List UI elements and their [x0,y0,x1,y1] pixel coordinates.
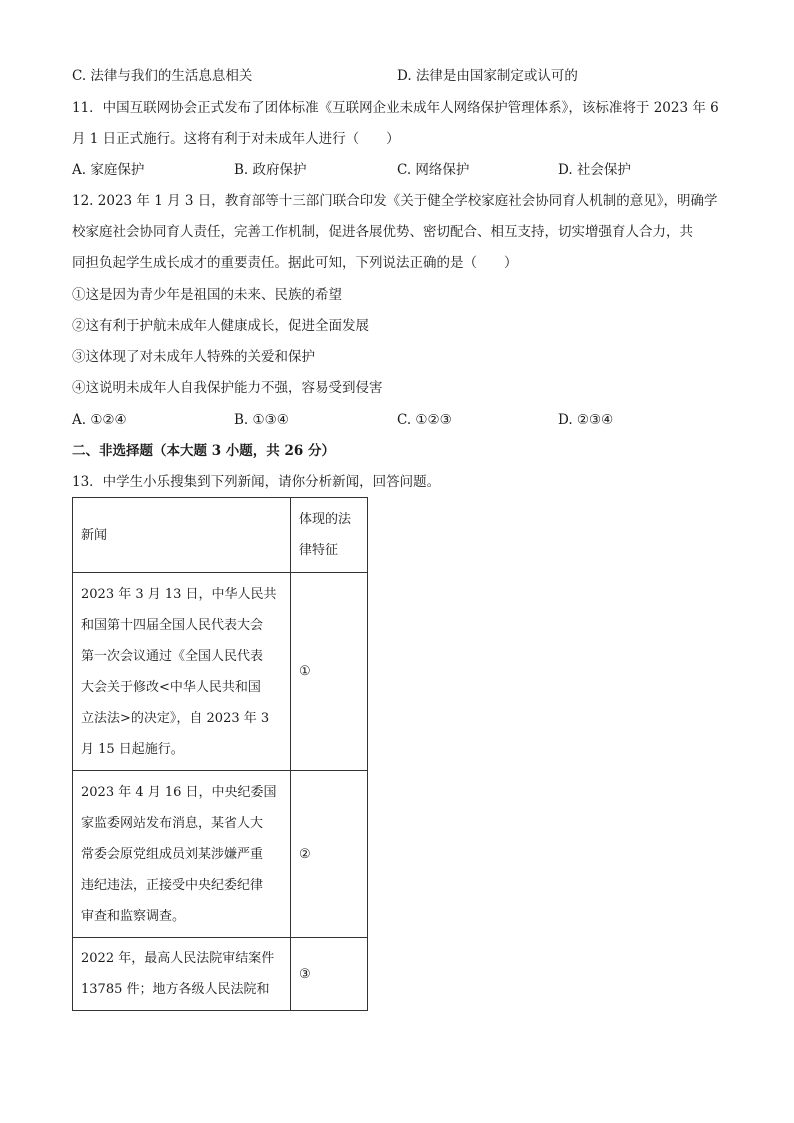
table-row [73,771,368,938]
q12-option-a[interactable]: A. ①②④ [72,412,127,428]
news-cell-1: 2023 年 3 月 13 日，中华人民共 和国第十四届全国人民代表大会 第一次会议通过《全国人民代表 大会关于修改<中华人民共和国 立法法>的决定》，自 2023 年 3 月 15 日起施行。 [73,573,291,771]
q11-option-d[interactable]: D. 社会保护 [558,162,631,178]
q11-option-b[interactable]: B. 政府保护 [234,162,307,178]
news-cell-3: 2022 年，最高人民法院审结案件 13785 件；地方各级人民法院和 [73,938,291,1011]
q12-option-b[interactable]: B. ①③④ [234,412,289,428]
q11-option-a[interactable]: A. 家庭保护 [72,162,145,178]
news-cell-2: 2023 年 4 月 16 日，中央纪委国 家监委网站发布消息，某省人大 常委会原党组成员刘某涉嫌严重 违纪违法，正接受中央纪委纪律 审查和监察调查。 [73,771,291,938]
news-table [72,497,368,1011]
header-legal-feature: 体现的法 律特征 [291,498,368,573]
table-row [73,938,368,1011]
q12-statement-4: ④这说明未成年人自我保护能力不强，容易受到侵害 [72,380,383,396]
q10-option-d[interactable]: D. 法律是由国家制定或认可的 [397,68,578,84]
q12-option-d[interactable]: D. ②③④ [558,412,614,428]
section-heading: 二、非选择题（本大题 3 小题，共 26 分） [72,443,335,459]
feature-cell-2[interactable]: ② [291,771,368,938]
table-header-row [73,498,368,573]
header-news: 新闻 [73,498,291,573]
q11-stem-line2: 月 1 日正式施行。这将有利于对未成年人进行（ ） [72,131,400,147]
feature-cell-1[interactable]: ① [291,573,368,771]
q12-option-c[interactable]: C. ①②③ [397,412,452,428]
q12-stem-line3: 同担负起学生成长成才的重要责任。据此可知，下列说法正确的是（ ） [72,255,518,271]
q13-intro: 13．中学生小乐搜集到下列新闻，请你分析新闻，回答问题。 [72,474,441,490]
q11-stem-line1: 11．中国互联网协会正式发布了团体标准《互联网企业未成年人网络保护管理体系》，该标准将于 2023 年 6 [72,100,719,116]
table-row [73,573,368,771]
q10-option-c[interactable]: C. 法律与我们的生活息息相关 [72,68,253,84]
q12-stem-line2: 校家庭社会协同育人责任，完善工作机制，促进各展优势、密切配合、相互支持，切实增强育人合力，共 [72,224,693,240]
q12-statement-2: ②这有利于护航未成年人健康成长，促进全面发展 [72,318,369,334]
q11-option-c[interactable]: C. 网络保护 [397,162,470,178]
q12-statement-3: ③这体现了对未成年人特殊的关爱和保护 [72,349,315,365]
q12-statement-1: ①这是因为青少年是祖国的未来、民族的希望 [72,287,342,303]
feature-cell-3[interactable]: ③ [291,938,368,1011]
q12-stem-line1: 12. 2023 年 1 月 3 日，教育部等十三部门联合印发《关于健全学校家庭社会协同育人机制的意见》，明确学 [72,193,718,209]
